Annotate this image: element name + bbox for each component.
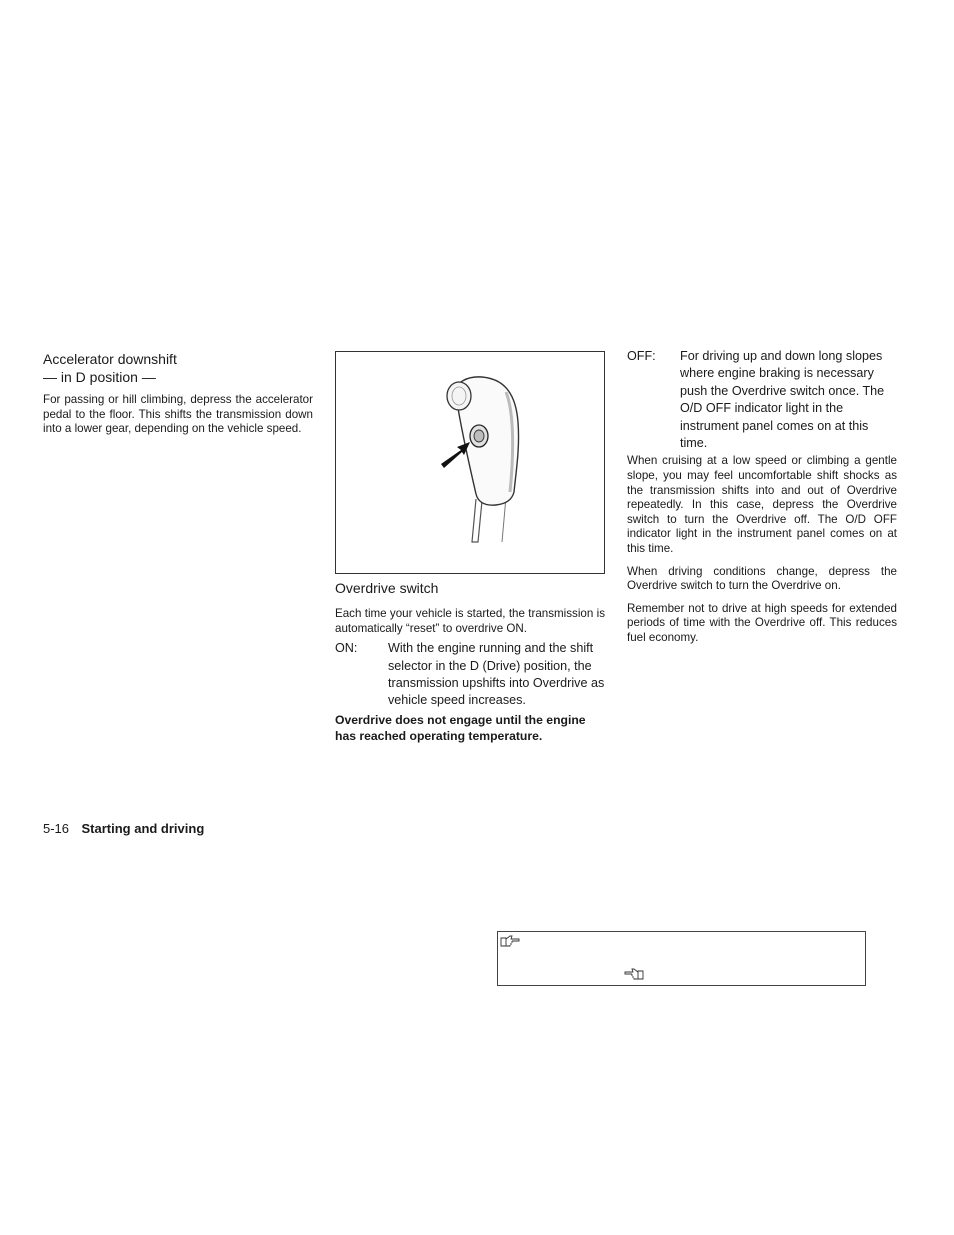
overdrive-switch-figure <box>335 351 605 574</box>
middle-column <box>335 579 605 744</box>
right-column <box>627 348 897 646</box>
pointing-hand-right-icon <box>500 934 520 948</box>
shift-lever-illustration <box>336 352 604 573</box>
arrow-icon <box>441 442 470 468</box>
off-item <box>627 348 897 452</box>
on-label: ON: <box>335 641 358 656</box>
accelerator-downshift-paragraph: For passing or hill climbing, depress the accelerator pedal to the floor. This shifts the transmission down into a lower gear, depending on the vehicle speed. <box>43 393 313 436</box>
cruising-paragraph: When cruising at a low speed or climbing a gentle slope, you may feel uncomfortable shift shocks as the transmission shifts into and out of Overdrive repeatedly. In this case, depress the Overdrive switch to turn the Overdrive off. The O/D OFF indicator light in the instrument panel comes on at this time. <box>627 454 897 555</box>
navigation-box <box>497 931 866 986</box>
on-item <box>335 640 605 710</box>
prev-page-link[interactable] <box>624 967 644 981</box>
overdrive-warning: Overdrive does not engage until the engine has reached operating temperature. <box>335 712 586 743</box>
high-speed-paragraph: Remember not to drive at high speeds for extended periods of time with the Overdrive off. This reduces fuel economy. <box>627 601 897 644</box>
off-text: For driving up and down long slopes where engine braking is necessary push the Overdrive switch once. The O/D OFF indicator light in the instrument panel comes on at this time. <box>680 349 885 451</box>
pointing-hand-left-icon <box>624 967 644 981</box>
heading-accelerator-downshift: Accelerator downshift <box>43 351 177 367</box>
conditions-change-paragraph: When driving conditions change, depress the Overdrive switch to turn the Overdrive on. <box>627 564 897 593</box>
off-label: OFF: <box>627 349 656 363</box>
page-footer <box>43 820 204 838</box>
left-column <box>43 350 313 437</box>
heading-in-d-position: — in D position — <box>43 369 156 385</box>
heading-overdrive-switch: Overdrive switch <box>335 580 439 596</box>
overdrive-intro-paragraph: Each time your vehicle is started, the transmission is automatically “reset” to overdrive ON. <box>335 607 605 635</box>
on-text: With the engine running and the shift selector in the D (Drive) position, the transmission upshifts into Overdrive as vehicle speed increases. <box>388 641 605 708</box>
next-page-link[interactable] <box>500 934 520 948</box>
section-title: Starting and driving <box>81 821 205 836</box>
page-number: 5-16 <box>43 821 70 836</box>
